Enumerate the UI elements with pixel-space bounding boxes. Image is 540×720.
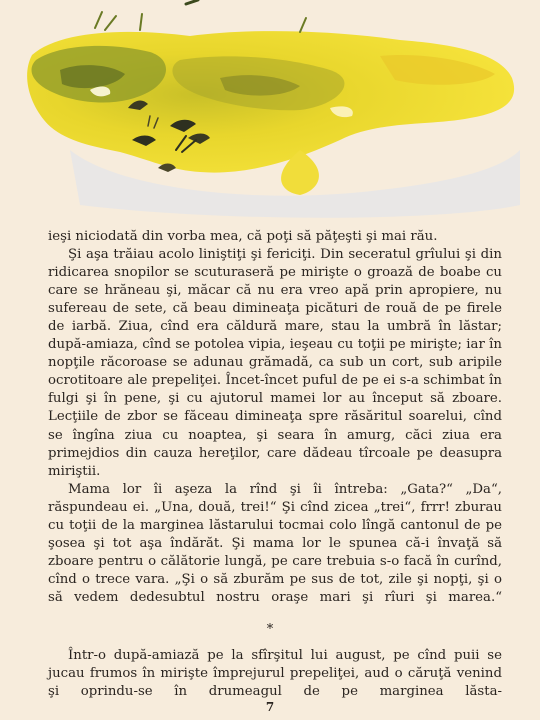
story-text <box>48 228 502 607</box>
paragraph-2: Şi aşa trăiau acolo liniştiţi şi fericiţi. Din seceratul grîului şi din ridicarea snopilor se scuturaseră pe mirişte o groază de boabe cu care se hrăneau şi, măcar că nu era vreo apă prin apropiere, nu sufereau de sete, că beau dimineaţa picături de rouă de pe firele de iarbă. Ziua, cînd era căldură mare, stau la umbră în lăstar; după-amiaza, cînd se potolea vipia, ieşeau cu toţii pe mirişte; iar în nopţile răcoroase se adunau grămadă, ca sub un cort, sub aripile ocrotitoare ale prepeliţei. Încet-încet puful de pe ei s-a schimbat în fulgi şi în pene, şi cu ajutorul mamei lor au început să zboare. Lecţiile de zbor se făceau dimineaţa spre răsăritul soarelui, cînd se îngîna ziua cu noaptea, şi seara în amurg, căci ziua era primejdios din cauza hereţilor, care dădeau tîrcoale pe deasupra miriştii. <box>48 247 502 479</box>
section-separator: * <box>266 622 274 637</box>
paragraph-1: ieşi niciodată din vorba mea, că poţi să păţeşti şi mai rău. <box>48 229 438 244</box>
paragraph-3: Mama lor îi aşeza la rînd şi îi întreba: „Gata?“ „Da“, răspundeau ei. „Una, două, trei!“ Şi cînd zicea „trei“, frrr! zburau cu toţii de la marginea lăstarului tocmai colo lîngă cantonul de pe şosea şi tot aşa îndărăt. Şi mama lor le spunea că-i învaţă să zboare pentru o călătorie lungă, pe care trebuia s-o facă în curînd, cînd o trece vara. „Şi o să zburăm pe sus de tot, zile şi nopţi, şi o să vedem dedesubtul nostru oraşe mari şi rîuri şi marea.“ <box>48 481 502 605</box>
yellow-field-illustration <box>0 0 540 220</box>
page-number: 7 <box>265 700 275 714</box>
paragraph-4: Într-o după-amiază pe la sfîrşitul lui august, pe cînd puii se jucau frumos în mirişte împrejurul prepeliţei, aud o căruţă venind şi oprindu-se în drumeagul de pe marginea lăsta- <box>48 648 502 700</box>
story-text-continued <box>48 647 502 701</box>
